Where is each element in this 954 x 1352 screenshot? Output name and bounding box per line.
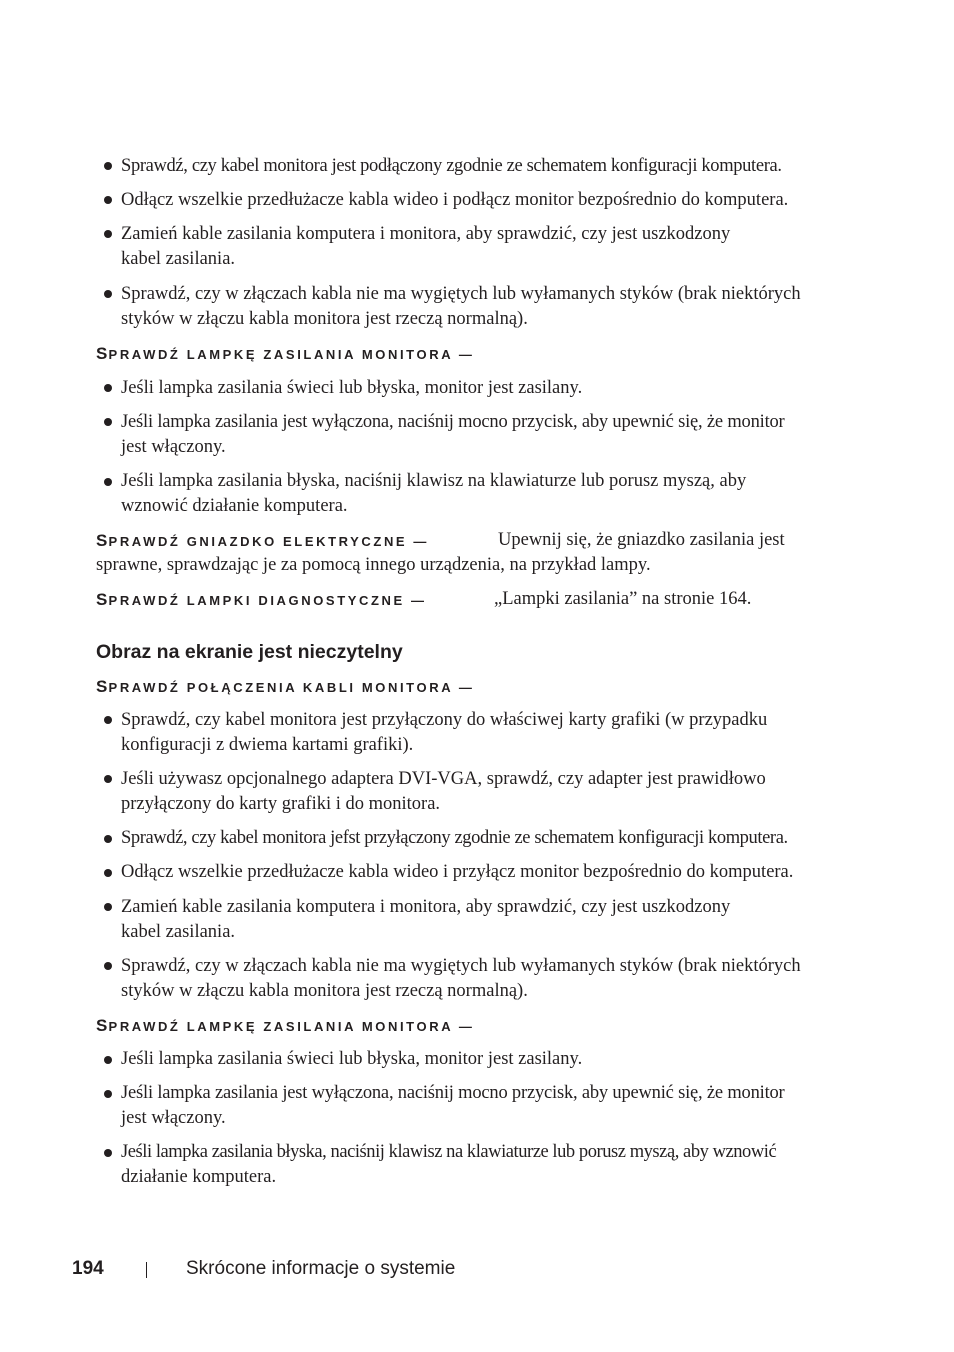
list-item-continuation: styków w złączu kabla monitora jest rzeczą normalną). bbox=[121, 981, 528, 1001]
bullet-dot bbox=[104, 384, 112, 392]
list-item-continuation: jest włączony. bbox=[121, 1108, 226, 1128]
subheading-initial: S bbox=[96, 590, 109, 609]
bullet-dot bbox=[104, 962, 112, 970]
subheading-initial: S bbox=[96, 531, 109, 550]
list-item: Sprawdź, czy kabel monitora jest przyłączony do właściwej karty grafiki (w przypadku bbox=[121, 710, 768, 730]
section-subheading bbox=[96, 1013, 475, 1039]
list-item-continuation: kabel zasilania. bbox=[121, 249, 236, 269]
list-item: Jeśli lampka zasilania błyska, naciśnij klawisz na klawiaturze lub porusz myszą, aby wznowić bbox=[121, 1142, 777, 1162]
section-subheading bbox=[96, 674, 475, 700]
list-item-continuation: wznowić działanie komputera. bbox=[121, 496, 348, 516]
subheading-text: PRAWDŹ LAMPKĘ ZASILANIA MONITORA — bbox=[108, 1019, 475, 1034]
bullet-dot bbox=[104, 478, 112, 486]
list-item: Zamień kable zasilania komputera i monitora, aby sprawdzić, czy jest uszkodzony bbox=[121, 897, 731, 917]
bullet-dot bbox=[104, 1090, 112, 1098]
bullet-dot bbox=[104, 835, 112, 843]
list-item-continuation: styków w złączu kabla monitora jest rzeczą normalną). bbox=[121, 309, 528, 329]
list-item-continuation: jest włączony. bbox=[121, 437, 226, 457]
list-item: Jeśli lampka zasilania jest wyłączona, naciśnij mocno przycisk, aby upewnić się, że monitor bbox=[121, 412, 785, 432]
list-item: Sprawdź, czy kabel monitora jefst przyłączony zgodnie ze schematem konfiguracji komputera. bbox=[121, 828, 788, 848]
list-item: Jeśli lampka zasilania świeci lub błyska, monitor jest zasilany. bbox=[121, 1049, 583, 1069]
bullet-dot bbox=[104, 418, 112, 426]
footer-separator bbox=[146, 1262, 147, 1278]
bullet-dot bbox=[104, 230, 112, 238]
subheading-initial: S bbox=[96, 344, 109, 363]
section-subheading bbox=[96, 528, 429, 554]
list-item: Jeśli lampka zasilania błyska, naciśnij klawisz na klawiaturze lub porusz myszą, aby bbox=[121, 471, 747, 491]
subheading-text: PRAWDŹ POŁĄCZENIA KABLI MONITORA — bbox=[108, 680, 475, 695]
paragraph-text: sprawne, sprawdzając je za pomocą innego urządzenia, na przykład lampy. bbox=[96, 555, 651, 575]
subheading-initial: S bbox=[96, 677, 109, 696]
cross-reference-text: „Lampki zasilania” na stronie 164. bbox=[494, 589, 752, 609]
footer-chapter-title: Skrócone informacje o systemie bbox=[186, 1258, 456, 1279]
bullet-dot bbox=[104, 1149, 112, 1157]
bullet-dot bbox=[104, 162, 112, 170]
list-item: Jeśli używasz opcjonalnego adaptera DVI-VGA, sprawdź, czy adapter jest prawidłowo bbox=[121, 769, 766, 789]
section-subheading bbox=[96, 587, 427, 613]
subheading-initial: S bbox=[96, 1016, 109, 1035]
list-item: Zamień kable zasilania komputera i monitora, aby sprawdzić, czy jest uszkodzony bbox=[121, 224, 731, 244]
bullet-dot bbox=[104, 903, 112, 911]
bullet-dot bbox=[104, 775, 112, 783]
list-item: Odłącz wszelkie przedłużacze kabla wideo i przyłącz monitor bezpośrednio do komputera. bbox=[121, 862, 794, 882]
bullet-dot bbox=[104, 716, 112, 724]
subheading-text: PRAWDŹ GNIAZDKO ELEKTRYCZNE — bbox=[108, 534, 430, 549]
subheading-text: PRAWDŹ LAMPKĘ ZASILANIA MONITORA — bbox=[108, 347, 475, 362]
section-subheading bbox=[96, 341, 475, 367]
list-item: Sprawdź, czy w złączach kabla nie ma wygiętych lub wyłamanych styków (brak niektórych bbox=[121, 956, 801, 976]
list-item: Sprawdź, czy w złączach kabla nie ma wygiętych lub wyłamanych styków (brak niektórych bbox=[121, 284, 801, 304]
list-item-continuation: konfiguracji z dwiema kartami grafiki). bbox=[121, 735, 414, 755]
subheading-text: PRAWDŹ LAMPKI DIAGNOSTYCZNE — bbox=[108, 593, 427, 608]
list-item-continuation: przyłączony do karty grafiki i do monitora. bbox=[121, 794, 441, 814]
list-item: Sprawdź, czy kabel monitora jest podłączony zgodnie ze schematem konfiguracji komputera. bbox=[121, 156, 782, 176]
paragraph-text: Upewnij się, że gniazdko zasilania jest bbox=[498, 530, 785, 550]
page-number: 194 bbox=[72, 1258, 104, 1279]
list-item: Jeśli lampka zasilania świeci lub błyska, monitor jest zasilany. bbox=[121, 378, 583, 398]
bullet-dot bbox=[104, 290, 112, 298]
bullet-dot bbox=[104, 196, 112, 204]
list-item: Jeśli lampka zasilania jest wyłączona, naciśnij mocno przycisk, aby upewnić się, że monitor bbox=[121, 1083, 785, 1103]
section-title: Obraz na ekranie jest nieczytelny bbox=[96, 641, 403, 663]
list-item: Odłącz wszelkie przedłużacze kabla wideo i podłącz monitor bezpośrednio do komputera. bbox=[121, 190, 789, 210]
list-item-continuation: działanie komputera. bbox=[121, 1167, 277, 1187]
bullet-dot bbox=[104, 1056, 112, 1064]
list-item-continuation: kabel zasilania. bbox=[121, 922, 236, 942]
bullet-dot bbox=[104, 869, 112, 877]
